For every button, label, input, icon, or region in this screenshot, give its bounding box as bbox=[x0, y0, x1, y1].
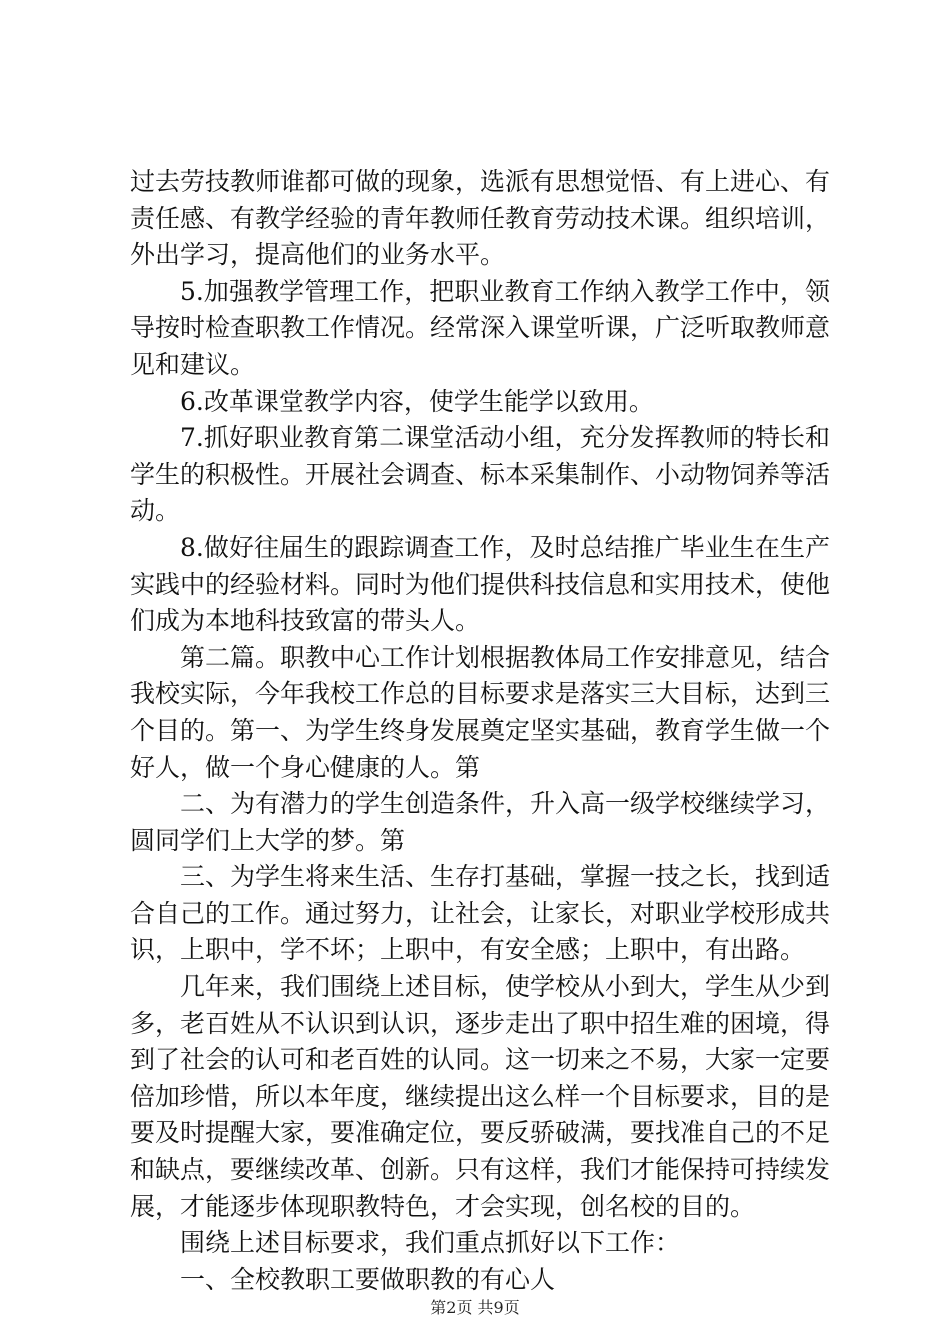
paragraph-goal-two: 二、为有潜力的学生创造条件，升入高一级学校继续学习，圆同学们上大学的梦。第 bbox=[130, 789, 831, 855]
page-footer: 第2页 共9页 bbox=[430, 1298, 520, 1317]
paragraph-continuation: 过去劳技教师谁都可做的现象，选派有思想觉悟、有上进心、有责任感、有教学经验的青年教师任教育劳动技术课。组织培训，外出学习，提高他们的业务水平。 bbox=[130, 167, 831, 270]
paragraph-item-5: 5.加强教学管理工作，把职业教育工作纳入教学工作中，领导按时检查职教工作情况。经常深入课堂听课，广泛听取教师意见和建议。 bbox=[130, 276, 831, 379]
paragraph-recent-years: 几年来，我们围绕上述目标，使学校从小到大，学生从少到多，老百姓从不认识到认识，逐步走出了职中招生难的困境，得到了社会的认可和老百姓的认同。这一切来之不易，大家一定要倍加珍惜，所以本年度，继续提出这么样一个目标要求，目的是要及时提醒大家，要准确定位，要反骄破满，要找准自己的不足和缺点，要继续改革、创新。只有这样，我们才能保持可持续发展，才能逐步体现职教特色，才会实现，创名校的目的。 bbox=[130, 972, 831, 1221]
paragraph-key-work: 围绕上述目标要求，我们重点抓好以下工作： bbox=[180, 1228, 681, 1258]
paragraph-item-7: 7.抓好职业教育第二课堂活动小组，充分发挥教师的特长和学生的积极性。开展社会调查、标本采集制作、小动物饲养等活动。 bbox=[130, 423, 831, 526]
document-body bbox=[130, 164, 830, 1298]
paragraph-item-6: 6.改革课堂教学内容，使学生能学以致用。 bbox=[180, 386, 654, 416]
paragraph-item-8: 8.做好往届生的跟踪调查工作，及时总结推广毕业生在生产实践中的经验材料。同时为他们提供科技信息和实用技术，使他们成为本地科技致富的带头人。 bbox=[130, 532, 831, 636]
paragraph-second-section: 第二篇。职教中心工作计划根据教体局工作安排意见，结合我校实际，今年我校工作总的目标要求是落实三大目标，达到三个目的。第一、为学生终身发展奠定坚实基础，教育学生做一个好人，做一个身心健康的人。第 bbox=[130, 642, 831, 782]
paragraph-goal-three: 三、为学生将来生活、生存打基础，掌握一技之长，找到适合自己的工作。通过努力，让社会，让家长，对职业学校形成共识，上职中，学不坏；上职中，有安全感；上职中，有出路。 bbox=[130, 862, 831, 965]
paragraph-heading-one: 一、全校教职工要做职教的有心人 bbox=[180, 1264, 556, 1294]
